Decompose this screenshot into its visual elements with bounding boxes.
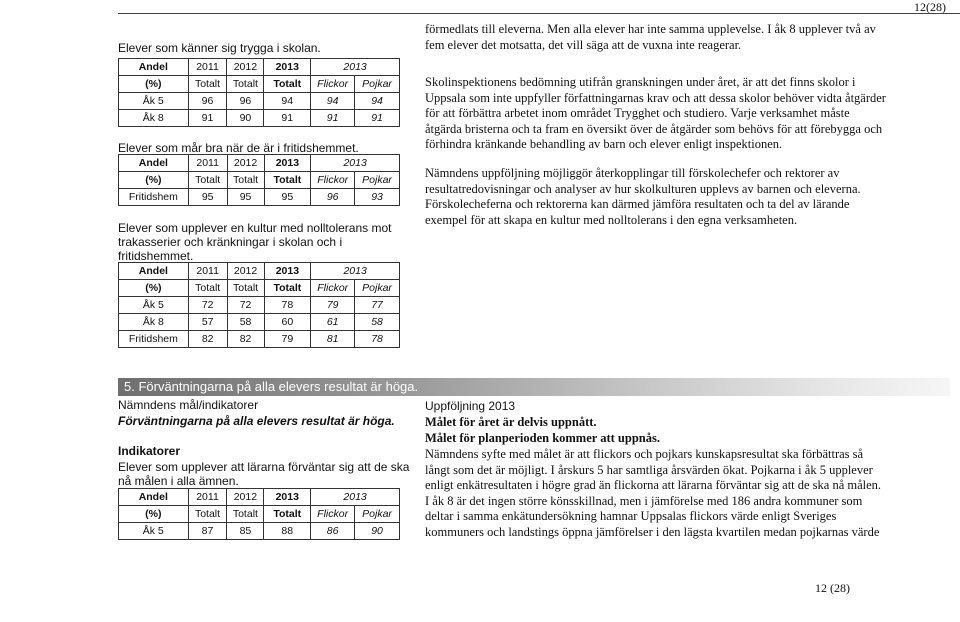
table-sub-row: (%) Totalt Totalt Totalt Flickor Pojkar [119,280,400,297]
followup-status-year: Målet för året är delvis uppnått. [425,415,597,429]
indicator-text: Elever som upplever att lärarna förväntar sig att de ska nå målen i alla ämnen. [118,460,410,488]
page-number-bottom: 12 (28) [815,581,850,595]
table-header-row: Andel 2011 2012 2013 2013 [119,59,400,76]
table-row: Åk 8 57 58 60 61 58 [119,314,400,331]
table-row: Fritidshem 95 95 95 96 93 [119,189,400,206]
table1-title: Elever som känner sig trygga i skolan. [118,41,321,55]
section-heading: 5. Förväntningarna på alla elevers resultat är höga. [124,379,419,394]
table-row: Åk 8 91 90 91 91 91 [119,110,400,127]
table-row: Fritidshem 82 82 79 81 78 [119,331,400,348]
goal-text: Förväntningarna på alla elevers resultat är höga. [118,414,395,428]
paragraph-1: förmedlats till eleverna. Men alla elever har inte samma upplevelse. I åk 8 upplever två av fem elever det motsatta, det vill säga att de vuxna inte reagerar. [425,22,876,52]
top-rule [118,13,960,14]
followup-status-period: Målet för planperioden kommer att uppnås. [425,431,660,445]
indicators-label: Indikatorer [118,444,181,458]
section-heading-bar [118,378,950,396]
table-sub-row: (%) Totalt Totalt Totalt Flickor Pojkar [119,506,400,523]
table3-title: Elever som upplever en kultur med nolltolerans mot trakasserier och kränkningar i skolan och i fritidshemmet. [118,221,392,263]
table-header-row: Andel 2011 2012 2013 2013 [119,489,400,506]
table-teacher-expectations [118,488,400,540]
table-row: Åk 5 72 72 78 79 77 [119,297,400,314]
paragraph-3: Nämndens uppföljning möjliggör återkopplingar till förskolechefer och rektorer av resultatredovisningar och analyser av hur skolkulturen upplevs av barnen och eleverna. Förskolecheferna och rektorerna kan därmed jämföra resultaten och ta del av lärande exempel för att skapa en kultur med nolltolerans i den egna verksamheten. [425,166,861,227]
table2-title: Elever som mår bra när de är i fritidshemmet. [118,141,359,155]
paragraph-2: Skolinspektionens bedömning utifrån granskningen under året, är att det finns skolor i Uppsala som inte uppfyller författningarnas krav och att dessa skolor behöver vidta åtgärder för att förbättra arbetet inom området Trygghet och studiero. Varje verksamhet måste åtgärda bristerna och ta fram en översikt över de åtgärder som behövs för att förebygga och förhindra kränkande behandling av barn och elever enligt inspektionen. [425,75,886,151]
table-sub-row: (%) Totalt Totalt Totalt Flickor Pojkar [119,76,400,93]
table-row: Åk 5 87 85 88 86 90 [119,523,400,540]
table-row: Åk 5 96 96 94 94 94 [119,93,400,110]
followup-paragraph: Nämndens syfte med målet är att flickors och pojkars kunskapsresultat ska förbättras så långt som det är möjligt. I årskurs 5 har samtliga årsvärden ökat. Pojkarna i åk 5 upplever enligt enkätresultaten i högre grad än flickorna att lärarna förväntar sig att de ska nå målen. I åk 8 är det ingen större könsskillnad, men i jämförelse med 186 andra kommuner som deltar i samma enkätundersökning hamnar Uppsalas flickors värde enligt Sveriges kommuners och landstings öppna jämförelser i den lägsta kvartilen medan pojkarnas värde [425,447,882,539]
table-sub-row: (%) Totalt Totalt Totalt Flickor Pojkar [119,172,400,189]
table-header-row: Andel 2011 2012 2013 2013 [119,263,400,280]
table-zero-tolerance [118,262,400,348]
followup-label: Uppföljning 2013 [425,399,516,413]
goal-label: Nämndens mål/indikatorer [118,398,259,412]
table-safe-in-school [118,58,400,127]
page-number-top: 12(28) [914,0,946,14]
table-header-row: Andel 2011 2012 2013 2013 [119,155,400,172]
table-fritidshem-wellbeing [118,154,400,206]
